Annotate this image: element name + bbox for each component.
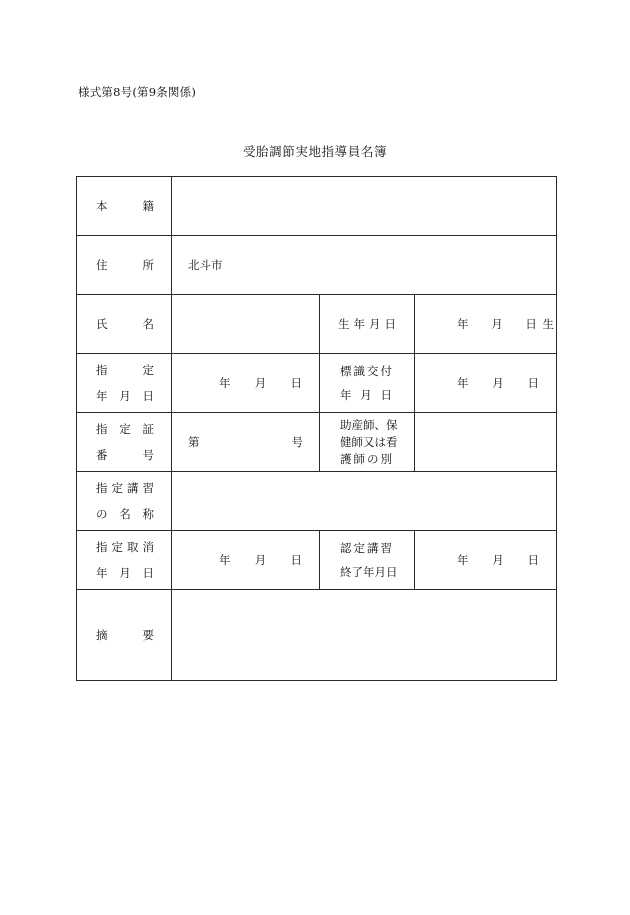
label-designation-date-line2: 年月日: [96, 389, 154, 403]
label-designation-date: [77, 354, 172, 413]
row-course-name: [77, 472, 557, 531]
label-designation-date-line1: 指 定: [96, 363, 154, 377]
row-honseki: [77, 177, 557, 236]
value-address[interactable]: 北斗市: [172, 236, 557, 295]
value-qualification[interactable]: [415, 413, 557, 472]
label-course-completion-date-line2: 終了年月日: [340, 565, 398, 579]
label-course-name: [77, 472, 172, 531]
form-number-label: 様式第8号(第9条関係): [78, 85, 197, 99]
value-cert-number[interactable]: 第 号: [172, 413, 320, 472]
label-revocation-date-line2: 年月日: [96, 566, 154, 580]
label-cert-number-line1: 指定証: [96, 422, 154, 436]
value-badge-issue-date[interactable]: 年 月 日: [415, 354, 557, 413]
label-remarks: 摘 要: [77, 590, 172, 681]
value-name[interactable]: [172, 295, 320, 354]
value-remarks[interactable]: [172, 590, 557, 681]
label-qualification-line3: 護師の別: [340, 451, 392, 466]
value-honseki[interactable]: [172, 177, 557, 236]
label-revocation-date: [77, 531, 172, 590]
register-table: [76, 176, 557, 681]
label-address: 住 所: [77, 236, 172, 295]
label-badge-issue-date: [320, 354, 415, 413]
label-qualification-line1: 助産師、保: [340, 417, 398, 432]
row-remarks: [77, 590, 557, 681]
document-title: 受胎調節実地指導員名簿: [242, 144, 388, 159]
label-qualification: [320, 413, 415, 472]
label-qualification-line2: 健師又は看: [340, 434, 398, 449]
value-designation-date[interactable]: 年 月 日: [172, 354, 320, 413]
value-course-completion-date[interactable]: 年 月 日: [415, 531, 557, 590]
label-badge-issue-date-line2: 年月日: [340, 388, 392, 402]
label-cert-number: [77, 413, 172, 472]
label-name: 氏 名: [77, 295, 172, 354]
row-cert-number: [77, 413, 557, 472]
row-address: [77, 236, 557, 295]
value-birth-date[interactable]: 年 月 日生: [415, 295, 557, 354]
row-revocation: [77, 531, 557, 590]
label-birth-date: [320, 295, 415, 354]
label-cert-number-line2: 番 号: [96, 448, 154, 462]
label-course-name-line1: 指定講習: [96, 481, 154, 495]
label-badge-issue-date-line1: 標識交付: [340, 364, 392, 378]
label-honseki: 本 籍: [77, 177, 172, 236]
label-course-completion-date: [320, 531, 415, 590]
row-name: [77, 295, 557, 354]
value-revocation-date[interactable]: 年 月 日: [172, 531, 320, 590]
label-revocation-date-line1: 指定取消: [96, 540, 154, 554]
row-designation: [77, 354, 557, 413]
value-course-name[interactable]: [172, 472, 557, 531]
label-course-completion-date-line1: 認定講習: [340, 541, 392, 555]
label-course-name-line2: の名称: [96, 507, 154, 521]
label-birth-date-text: 生年月日: [338, 317, 396, 331]
